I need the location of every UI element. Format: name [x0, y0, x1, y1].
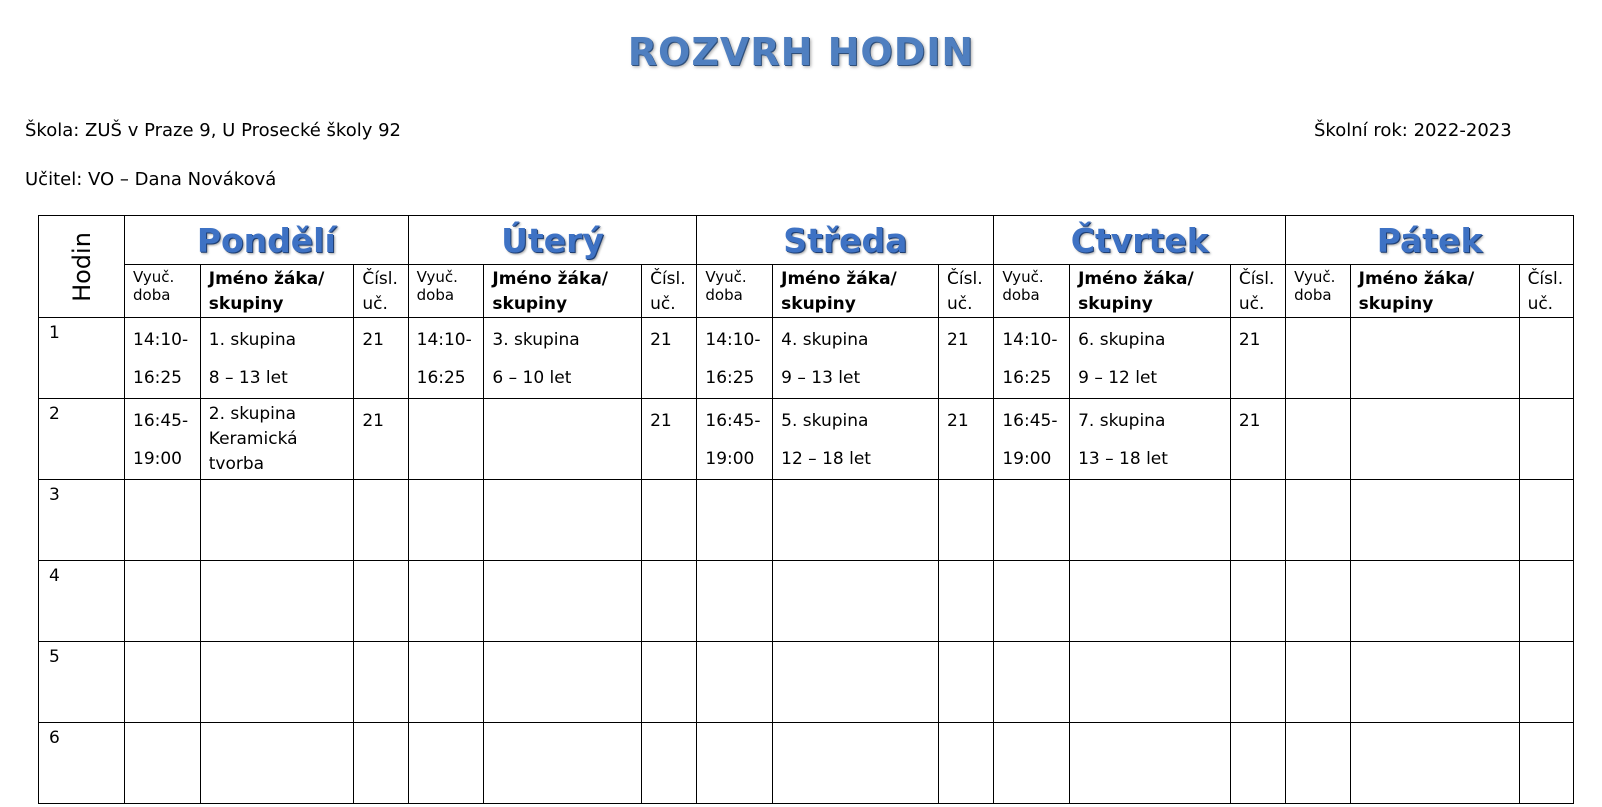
cell-name: [1350, 480, 1519, 561]
cell-room-text: [354, 480, 407, 483]
cell-name: [773, 399, 939, 480]
cell-room: [354, 318, 408, 399]
day-header-ctvrtek: Čtvrtek: [994, 216, 1286, 265]
cell-room: [1230, 399, 1285, 480]
sub-header-time: [125, 265, 201, 318]
cell-time-text: 14:10- 16:25: [705, 330, 761, 388]
cell-name: [1350, 723, 1519, 804]
cell-room-text: 21: [362, 330, 384, 350]
cell-time-text: 16:45- 19:00: [1002, 411, 1058, 469]
sub-header-name-text: Jméno žáka/ skupiny: [1358, 269, 1475, 314]
cell-time: [994, 561, 1070, 642]
sub-header-name: [773, 265, 939, 318]
cell-room: [642, 561, 697, 642]
cell-time: [125, 318, 201, 399]
cell-room: [939, 561, 994, 642]
cell-room-text: [1231, 561, 1285, 564]
cell-name: [773, 723, 939, 804]
cell-name-text: [201, 480, 354, 483]
cell-time-text: [994, 642, 1069, 645]
cell-name: [1350, 642, 1519, 723]
cell-name-text: [201, 642, 354, 645]
cell-time: [994, 399, 1070, 480]
cell-name: [1070, 318, 1231, 399]
cell-room-text: 21: [1238, 411, 1261, 431]
sub-header-time-text: Vyuč. doba: [1002, 268, 1044, 304]
cell-name: [1350, 561, 1519, 642]
cell-name-text: 2. skupina Keramická tvorba: [208, 404, 298, 474]
cell-name: [773, 480, 939, 561]
row-number-cell: [39, 399, 125, 480]
row-number: 3: [49, 485, 60, 505]
page-title: ROZVRH HODIN: [627, 30, 975, 74]
sub-header-room-text: Čísl. uč.: [650, 269, 686, 314]
sub-header-time: [408, 265, 484, 318]
cell-name: [200, 561, 354, 642]
cell-room: [354, 480, 408, 561]
row-number-cell: [39, 480, 125, 561]
sub-header-room: [642, 265, 697, 318]
cell-room: [1519, 642, 1573, 723]
cell-room-text: [642, 561, 696, 564]
cell-time-text: 14:10- 16:25: [1002, 330, 1058, 388]
cell-room: [1230, 642, 1285, 723]
cell-name-text: 4. skupina 9 – 13 let: [781, 330, 869, 388]
cell-room: [939, 723, 994, 804]
cell-room-text: 21: [1238, 330, 1261, 350]
cell-room-text: 21: [650, 330, 672, 350]
cell-time-text: [697, 561, 772, 564]
day-header-streda: Středa: [697, 216, 994, 265]
cell-time: [408, 318, 484, 399]
cell-time: [1286, 399, 1351, 480]
cell-time-text: 14:10- 16:25: [133, 330, 189, 388]
cell-room: [354, 723, 408, 804]
cell-room-text: [1231, 480, 1285, 483]
cell-room-text: [939, 480, 993, 483]
cell-room-text: [1231, 723, 1285, 726]
table-row: [39, 399, 1574, 480]
cell-time: [125, 399, 201, 480]
cell-time-text: [409, 642, 484, 645]
cell-time: [1286, 561, 1351, 642]
sub-header-row: [39, 265, 1574, 318]
cell-name-text: [1351, 318, 1519, 321]
cell-room-text: [642, 480, 696, 483]
cell-time: [125, 480, 201, 561]
cell-name: [200, 723, 354, 804]
cell-name-text: [1351, 723, 1519, 726]
cell-time: [1286, 723, 1351, 804]
cell-time: [697, 399, 773, 480]
sub-header-time-text: Vyuč. doba: [705, 268, 747, 304]
cell-time: [1286, 318, 1351, 399]
cell-room-text: [1231, 642, 1285, 645]
cell-time: [697, 561, 773, 642]
cell-time-text: [1286, 723, 1350, 726]
row-number: 1: [49, 323, 60, 343]
cell-time: [408, 480, 484, 561]
row-number: 4: [49, 566, 60, 586]
cell-time: [125, 642, 201, 723]
cell-room-text: 21: [362, 411, 384, 431]
cell-name: [1070, 723, 1231, 804]
row-number-cell: [39, 561, 125, 642]
cell-name: [200, 318, 354, 399]
cell-time: [994, 723, 1070, 804]
cell-name-text: [1351, 561, 1519, 564]
cell-name-text: [1070, 480, 1230, 483]
cell-name-text: 3. skupina 6 – 10 let: [492, 330, 580, 388]
sub-header-name: [1350, 265, 1519, 318]
cell-room: [1230, 318, 1285, 399]
cell-time: [994, 318, 1070, 399]
cell-time-text: [1286, 480, 1350, 483]
cell-room: [354, 561, 408, 642]
cell-name: [1070, 480, 1231, 561]
sub-header-room-text: Čísl. uč.: [362, 269, 398, 314]
cell-room: [642, 399, 697, 480]
sub-header-room: [1519, 265, 1573, 318]
row-number-cell: [39, 642, 125, 723]
cell-name: [484, 318, 642, 399]
cell-name-text: [484, 561, 641, 564]
cell-time-text: [409, 561, 484, 564]
school-year-label: Školní rok: 2022-2023: [1314, 120, 1512, 141]
cell-time-text: [1286, 642, 1350, 645]
cell-room: [939, 480, 994, 561]
cell-name-text: 1. skupina 8 – 13 let: [208, 330, 297, 388]
table-row: [39, 561, 1574, 642]
cell-room: [1519, 399, 1573, 480]
sub-header-time-text: Vyuč. doba: [133, 268, 175, 304]
sub-header-room-text: Čísl. uč.: [947, 269, 983, 314]
school-label: Škola: ZUŠ v Praze 9, U Prosecké školy 92: [25, 120, 402, 141]
cell-time-text: [1286, 318, 1350, 321]
cell-name-text: [773, 723, 938, 726]
cell-time-text: [409, 399, 484, 402]
cell-room: [1230, 723, 1285, 804]
cell-name-text: [484, 480, 641, 483]
cell-name-text: [484, 399, 641, 402]
cell-room-text: [354, 723, 407, 726]
table-row: [39, 642, 1574, 723]
cell-time-text: [697, 642, 772, 645]
cell-room-text: [642, 723, 696, 726]
sub-header-name: [1070, 265, 1231, 318]
cell-name-text: [201, 723, 354, 726]
cell-name: [1350, 318, 1519, 399]
cell-time: [408, 642, 484, 723]
cell-name: [773, 642, 939, 723]
cell-room-text: [354, 642, 407, 645]
cell-room: [354, 642, 408, 723]
cell-time: [994, 642, 1070, 723]
sub-header-time-text: Vyuč. doba: [416, 268, 458, 304]
cell-room: [1519, 561, 1573, 642]
cell-time-text: [697, 723, 772, 726]
row-number: 2: [49, 404, 60, 424]
cell-room-text: [1520, 642, 1573, 645]
cell-room: [354, 399, 408, 480]
cell-room: [642, 642, 697, 723]
cell-room-text: [642, 642, 696, 645]
cell-name: [200, 642, 354, 723]
cell-time-text: [1286, 399, 1350, 402]
cell-name-text: 5. skupina 12 – 18 let: [781, 411, 871, 469]
cell-time-text: [125, 723, 200, 726]
sub-header-room: [1230, 265, 1285, 318]
cell-time: [125, 561, 201, 642]
cell-name: [484, 642, 642, 723]
sub-header-room: [354, 265, 408, 318]
cell-name: [484, 561, 642, 642]
cell-time: [1286, 642, 1351, 723]
cell-time: [1286, 480, 1351, 561]
cell-room: [939, 399, 994, 480]
cell-name-text: [773, 480, 938, 483]
cell-name: [484, 399, 642, 480]
cell-time-text: [125, 480, 200, 483]
cell-time-text: [409, 480, 484, 483]
cell-time-text: 16:45- 19:00: [705, 411, 761, 469]
hodin-label: Hodin: [67, 231, 96, 302]
cell-time: [697, 480, 773, 561]
sub-header-name-text: Jméno žáka/ skupiny: [492, 269, 609, 314]
cell-name: [773, 318, 939, 399]
cell-name-text: [1351, 399, 1519, 402]
day-header-utery: Úterý: [408, 216, 697, 265]
day-header-pondeli: Pondělí: [125, 216, 409, 265]
cell-room-text: 21: [947, 411, 969, 431]
sub-header-room: [939, 265, 994, 318]
sub-header-time: [994, 265, 1070, 318]
cell-name-text: [484, 723, 641, 726]
sub-header-room-text: Čísl. uč.: [1527, 269, 1564, 314]
cell-name-text: [773, 642, 938, 645]
cell-name-text: [1070, 642, 1230, 645]
cell-room: [939, 642, 994, 723]
cell-room: [1519, 723, 1573, 804]
teacher-label: Učitel: VO – Dana Nováková: [25, 169, 277, 190]
cell-time-text: [994, 561, 1069, 564]
row-number-cell: [39, 318, 125, 399]
cell-room-text: [1520, 480, 1573, 483]
sub-header-name-text: Jméno žáka/ skupiny: [208, 269, 325, 314]
cell-name: [484, 723, 642, 804]
cell-time: [994, 480, 1070, 561]
cell-time-text: 16:45- 19:00: [133, 411, 189, 469]
cell-time: [408, 399, 484, 480]
cell-room-text: [1520, 318, 1573, 321]
cell-name: [200, 480, 354, 561]
sub-header-time: [697, 265, 773, 318]
cell-room: [1519, 318, 1573, 399]
cell-room-text: [939, 642, 993, 645]
cell-name: [1070, 561, 1231, 642]
sub-header-name: [484, 265, 642, 318]
cell-time: [697, 318, 773, 399]
sub-header-time-text: Vyuč. doba: [1294, 268, 1336, 304]
cell-room: [1230, 480, 1285, 561]
cell-time-text: [994, 723, 1069, 726]
sub-header-name: [200, 265, 354, 318]
cell-name: [1070, 642, 1231, 723]
cell-room-text: 21: [650, 411, 672, 431]
table-row: [39, 480, 1574, 561]
table-row: [39, 318, 1574, 399]
cell-room: [642, 318, 697, 399]
cell-name-text: 7. skupina 13 – 18 let: [1078, 411, 1168, 469]
cell-room: [939, 318, 994, 399]
cell-time-text: [1286, 561, 1350, 564]
day-header-patek: Pátek: [1286, 216, 1574, 265]
cell-room-text: [354, 561, 407, 564]
cell-name: [773, 561, 939, 642]
row-number: 6: [49, 728, 60, 748]
cell-time: [408, 723, 484, 804]
sub-header-name-text: Jméno žáka/ skupiny: [781, 269, 897, 314]
cell-room-text: [1520, 723, 1573, 726]
cell-room-text: [939, 561, 993, 564]
cell-time: [408, 561, 484, 642]
cell-name-text: [1070, 561, 1230, 564]
sub-header-time: [1286, 265, 1351, 318]
cell-room: [1230, 561, 1285, 642]
sub-header-room-text: Čísl. uč.: [1238, 269, 1275, 314]
cell-name: [200, 399, 354, 480]
cell-name: [1070, 399, 1231, 480]
sub-header-name-text: Jméno žáka/ skupiny: [1078, 269, 1194, 314]
schedule-body: [39, 318, 1574, 804]
hodin-header: [39, 216, 125, 318]
cell-time: [697, 642, 773, 723]
cell-time-text: [409, 723, 484, 726]
cell-name-text: 6. skupina 9 – 12 let: [1078, 330, 1166, 388]
cell-room-text: [939, 723, 993, 726]
cell-name-text: [1070, 723, 1230, 726]
row-number-cell: [39, 723, 125, 804]
cell-time-text: [697, 480, 772, 483]
cell-room-text: [1520, 561, 1573, 564]
cell-name-text: [1351, 642, 1519, 645]
schedule-table: [38, 215, 1574, 804]
cell-room: [642, 480, 697, 561]
cell-room-text: [1520, 399, 1573, 402]
cell-name: [1350, 399, 1519, 480]
cell-name-text: [1351, 480, 1519, 483]
cell-time: [697, 723, 773, 804]
cell-name-text: [201, 561, 354, 564]
row-number: 5: [49, 647, 60, 667]
cell-time-text: [125, 561, 200, 564]
cell-room: [642, 723, 697, 804]
cell-room: [1519, 480, 1573, 561]
cell-name: [484, 480, 642, 561]
cell-time-text: [125, 642, 200, 645]
cell-name-text: [773, 561, 938, 564]
cell-room-text: 21: [947, 330, 969, 350]
cell-time-text: [994, 480, 1069, 483]
cell-time-text: 14:10- 16:25: [416, 330, 472, 388]
table-row: [39, 723, 1574, 804]
cell-time: [125, 723, 201, 804]
cell-name-text: [484, 642, 641, 645]
